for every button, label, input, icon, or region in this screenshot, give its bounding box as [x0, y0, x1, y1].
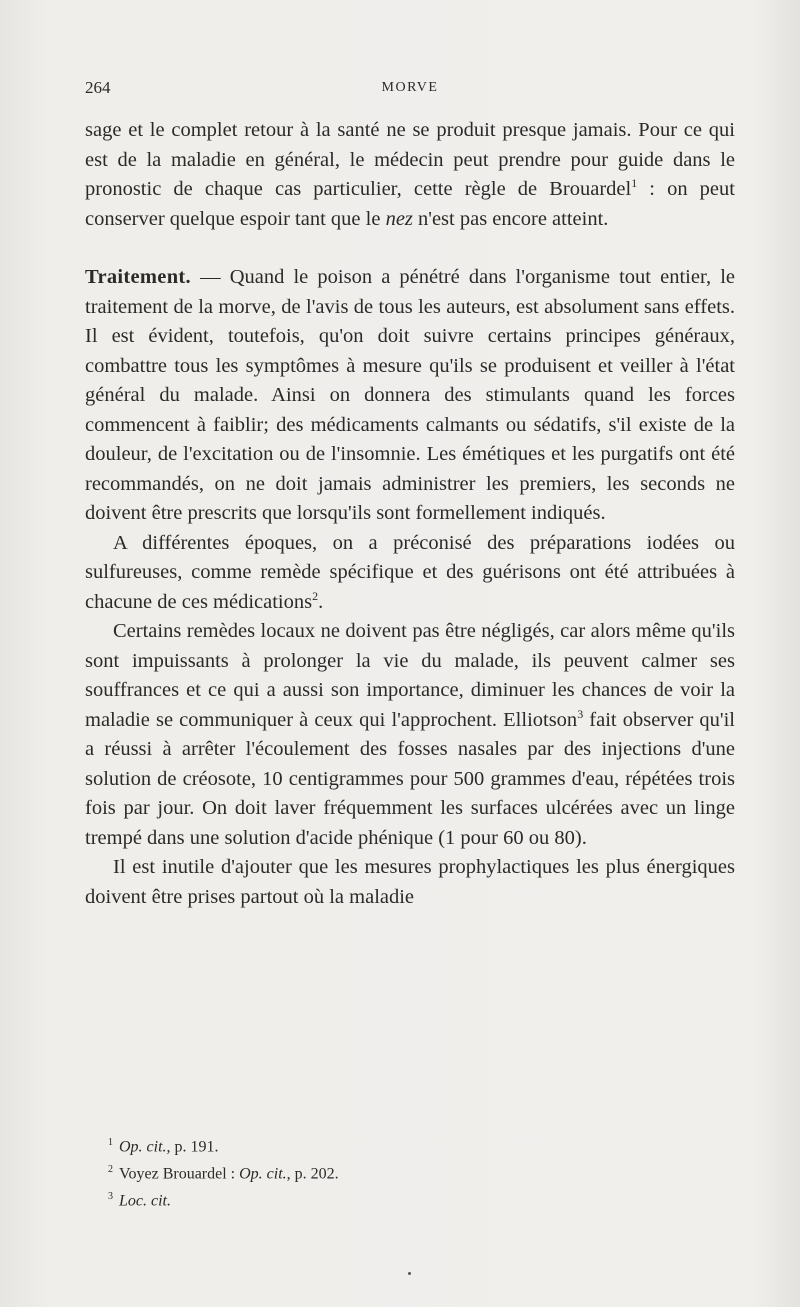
footnote-text: Voyez Brouardel :: [119, 1165, 240, 1183]
paragraph-treatment: [85, 263, 735, 529]
paragraph-text: n'est pas encore atteint.: [412, 207, 609, 230]
paragraph-local-remedies: [85, 617, 735, 853]
footnote: [108, 1132, 728, 1159]
footnote-text: , p. 191.: [166, 1138, 219, 1156]
emphasis-text: nez: [385, 207, 413, 230]
ink-speck: [408, 1272, 411, 1275]
footnote-reference: 3: [577, 706, 584, 721]
footnote-citation: Loc. cit.: [119, 1191, 171, 1209]
paragraph-text: Il est inutile d'ajouter que les mesures prophylactiques les plus énergiques doivent être prises partout où la maladie: [85, 856, 735, 908]
paragraph-prognosis: [85, 116, 735, 234]
paragraph-text: Certains remèdes locaux ne doivent pas être négligés, car alors même qu'ils sont impuissants à prolonger la vie du malade, ils peuvent calmer ses souffrances et ce qui a aussi son importance, diminuer les chances de voir la maladie se communiquer à ceux qui l'approchent. Elliotson: [85, 620, 735, 731]
footnote-citation: Op. cit.: [119, 1138, 167, 1156]
body-text: [85, 116, 735, 912]
footnote-reference: 2: [312, 588, 319, 603]
running-head: [85, 78, 735, 102]
footnote-reference: 1: [631, 176, 638, 191]
paragraph-text: sage et le complet retour à la santé ne se produit presque jamais. Pour ce qui est de la maladie en général, le médecin peut prendre pour guide dans le pronostic de chaque cas particulier, cette règle de Brouardel: [85, 119, 735, 200]
paragraph-text: : on peut conserver quelque espoir tant que le: [85, 178, 735, 230]
paragraph-text: A différentes époques, on a préconisé des préparations iodées ou sulfureuses, comme remède spécifique et des guérisons ont été attribuées à chacune de ces médications: [85, 531, 735, 613]
paragraph-remedies: [85, 529, 735, 618]
footnote-mark: 2: [108, 1163, 113, 1175]
paragraph-text: fait observer qu'il a réussi à arrêter l'écoulement des fosses nasales par des injections d'une solution de créosote, 10 centigrammes pour 500 grammes d'eau, répétées trois fois par jour. On doit laver fréquemment les surfaces ulcérées avec un linge trempé dans une solution d'acide phénique (1 pour 60 ou 80).: [85, 708, 735, 849]
footnotes: [108, 1132, 728, 1212]
paragraph-text: — Quand le poison a pénétré dans l'organisme tout entier, le traitement de la morve, de l'avis de tous les auteurs, est absolument sans effets. Il est évident, toutefois, qu'on doit suivre certains principes généraux, combattre tous les symptômes à mesure qu'ils se produisent et veiller à l'état général du malade. Ainsi on donnera des stimulants quand les forces commencent à faiblir; des médicaments calmants ou sédatifs, s'il existe de la douleur, de l'excitation ou de l'insomnie. Les émétiques et les purgatifs ont été recommandés, on ne doit jamais administrer les premiers, les seconds ne doivent être prescrits que lorsqu'ils sont formellement indiqués.: [85, 266, 735, 524]
footnote: [108, 1186, 728, 1213]
page-number: 264: [85, 78, 111, 97]
footnote: [108, 1159, 728, 1186]
paragraph-text: .: [318, 590, 324, 613]
footnote-mark: 1: [108, 1137, 113, 1148]
footnote-citation: Op. cit.: [239, 1165, 287, 1183]
section-heading: Traitement.: [85, 266, 191, 288]
footnote-text: , p. 202.: [286, 1165, 339, 1183]
paragraph-prophylaxis: [85, 853, 735, 912]
running-title: MORVE: [381, 80, 439, 95]
footnote-mark: 3: [108, 1190, 113, 1202]
